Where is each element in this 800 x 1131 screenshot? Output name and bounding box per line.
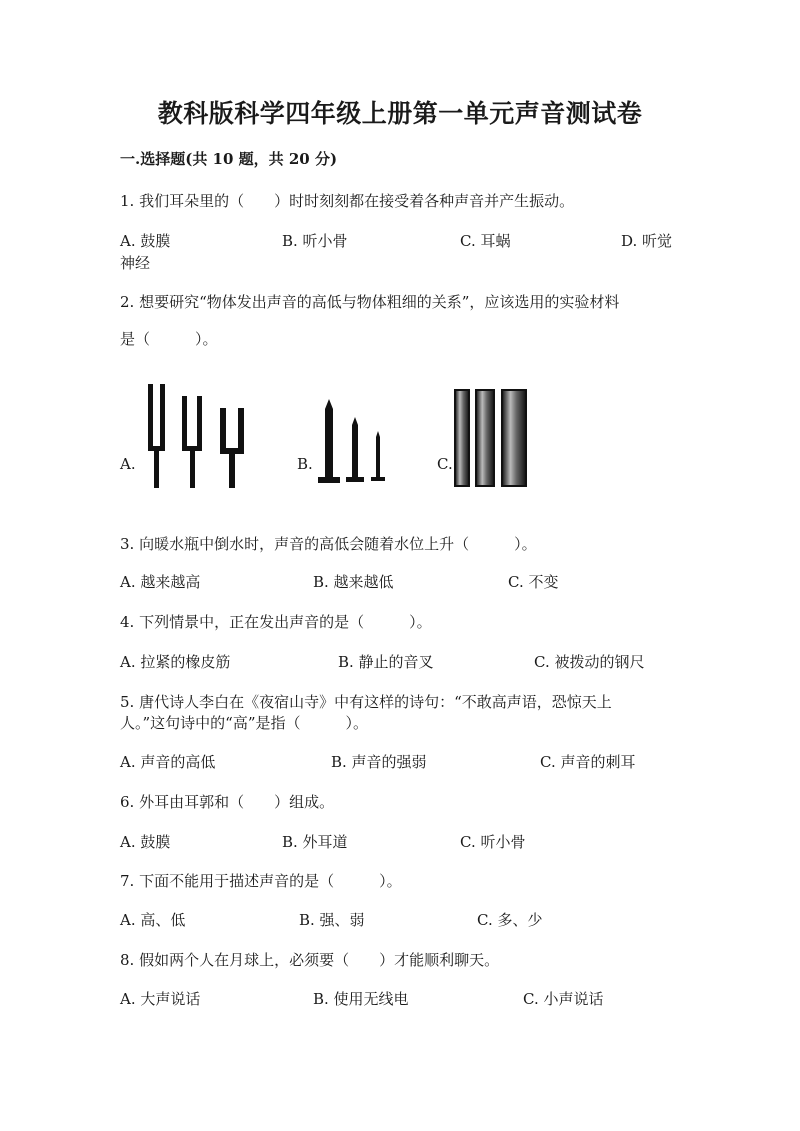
question-3-stem: 3. 向暖水瓶中倒水时，声音的高低会随着水位上升（ ）。 (120, 535, 537, 553)
q6-option-a: A. 鼓膜 (120, 833, 171, 851)
section-heading: 一.选择题(共 10 题，共 20 分) (120, 150, 338, 168)
question-1-stem: 1. 我们耳朵里的（ ）时时刻刻都在接受着各种声音并产生振动。 (120, 192, 575, 210)
q8-option-b: B. 使用无线电 (313, 990, 409, 1008)
q1-option-c: C. 耳蜗 (460, 232, 511, 250)
q6-option-b: B. 外耳道 (282, 833, 348, 851)
question-2-stem-line1: 2. 想要研究“物体发出声音的高低与物体粗细的关系”，应该选用的实验材料 (120, 293, 620, 311)
q5-option-a: A. 声音的高低 (120, 753, 216, 771)
q4-option-a: A. 拉紧的橡皮筋 (120, 653, 231, 671)
q2-option-c: C. (437, 455, 453, 473)
q7-option-c: C. 多、少 (477, 911, 543, 929)
rods-icon (452, 386, 532, 490)
q5-option-b: B. 声音的强弱 (331, 753, 427, 771)
q7-option-a: A. 高、低 (120, 911, 186, 929)
tuning-forks-icon (140, 380, 250, 492)
q8-option-c: C. 小声说话 (523, 990, 604, 1008)
page-title: 教科版科学四年级上册第一单元声音测试卷 (157, 99, 643, 128)
q7-option-b: B. 强、弱 (299, 911, 365, 929)
q3-option-b: B. 越来越低 (313, 573, 394, 591)
question-5-stem-line1: 5. 唐代诗人李白在《夜宿山寺》中有这样的诗句：“不敢高声语，恐惊天上 (120, 693, 612, 711)
question-4-stem: 4. 下列情景中，正在发出声音的是（ ）。 (120, 613, 432, 631)
nails-icon (315, 395, 395, 487)
q5-option-c: C. 声音的刺耳 (540, 753, 636, 771)
question-5-stem-line2: 人。”这句诗中的“高”是指（ ）。 (120, 714, 369, 732)
q3-option-c: C. 不变 (508, 573, 559, 591)
q2-option-b: B. (297, 455, 313, 473)
q6-option-c: C. 听小骨 (460, 833, 526, 851)
q1-option-b: B. 听小骨 (282, 232, 348, 250)
q2-option-a: A. (120, 455, 136, 473)
q4-option-b: B. 静止的音叉 (338, 653, 434, 671)
question-7-stem: 7. 下面不能用于描述声音的是（ ）。 (120, 872, 402, 890)
question-6-stem: 6. 外耳由耳郭和（ ）组成。 (120, 793, 335, 811)
q1-option-a: A. 鼓膜 (120, 232, 171, 250)
q4-option-c: C. 被拨动的钢尺 (534, 653, 645, 671)
q1-option-d-wrap: 神经 (120, 254, 151, 272)
question-2-stem-line2: 是（ ）。 (120, 330, 218, 348)
q1-option-d: D. 听觉 (621, 232, 673, 250)
q3-option-a: A. 越来越高 (120, 573, 201, 591)
q8-option-a: A. 大声说话 (120, 990, 201, 1008)
question-8-stem: 8. 假如两个人在月球上，必须要（ ）才能顺利聊天。 (120, 951, 500, 969)
